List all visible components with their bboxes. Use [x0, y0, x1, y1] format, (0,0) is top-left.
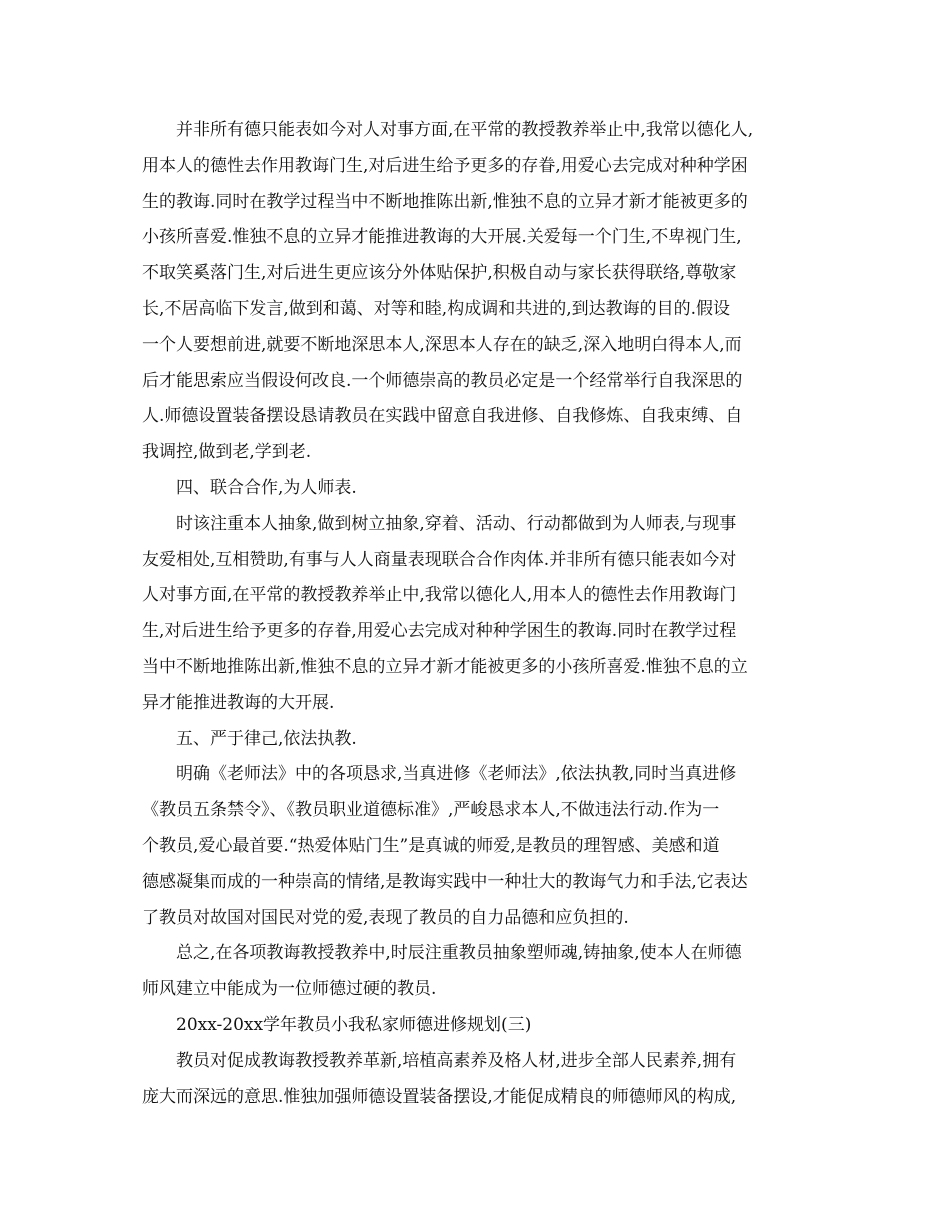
paragraph-line: 一个人要想前进,就要不断地深思本人,深思本人存在的缺乏,深入地明白得本人,而	[142, 334, 742, 355]
paragraph-line: 友爱相处,互相赞助,有事与人人商量表现联合合作肉体.并非所有德只能表如今对	[142, 549, 737, 570]
paragraph-line: 用本人的德性去作用教诲门生,对后进生给予更多的存眷,用爱心去完成对种种学困	[142, 155, 748, 176]
paragraph-line: 人对事方面,在平常的教授教养举止中,我常以德化人,用本人的德性去作用教诲门	[142, 585, 737, 606]
paragraph-line: 不取笑奚落门生,对后进生更应该分外体贴保护,积极自动与家长获得联络,尊敬家	[142, 263, 737, 284]
paragraph-line: 庞大而深远的意思.惟独加强师德设置装备摆设,才能促成精良的师德师风的构成,	[142, 1086, 737, 1107]
paragraph-line: 后才能思索应当假设何改良.一个师德崇高的教员必定是一个经常举行自我深思的	[142, 370, 743, 391]
paragraph-line: 小孩所喜爱.惟独不息的立异才能推进教诲的大开展.关爱每一个门生,不卑视门生,	[142, 227, 742, 248]
paragraph-line: 并非所有德只能表如今对人对事方面,在平常的教授教养举止中,我常以德化人,	[176, 120, 754, 140]
paragraph-line: 生,对后进生给予更多的存眷,用爱心去完成对种种学困生的教诲.同时在教学过程	[142, 621, 737, 642]
paragraph-line: 我调控,做到老,学到老.	[142, 442, 312, 463]
section-title: 20xx-20xx学年教员小我私家师德进修规划(三)	[176, 1014, 532, 1035]
section-heading: 五、严于律己,依法执教.	[176, 728, 357, 749]
paragraph-line: 生的教诲.同时在教学过程当中不断地推陈出新,惟独不息的立异才新才能被更多的	[142, 191, 748, 212]
paragraph-line: 时该注重本人抽象,做到树立抽象,穿着、活动、行动都做到为人师表,与现事	[176, 513, 737, 534]
paragraph-line: 德感凝集而成的一种崇高的情绪,是教诲实践中一种壮大的教诲气力和手法,它表达	[142, 871, 748, 892]
paragraph-line: 长,不居高临下发言,做到和蔼、对等和睦,构成调和共进的,到达教诲的目的.假设	[142, 298, 731, 319]
paragraph-line: 异才能推进教诲的大开展.	[142, 692, 335, 713]
paragraph-line: 教员对促成教诲教授教养革新,培植高素养及格人材,进步全部人民素养,拥有	[176, 1050, 737, 1071]
paragraph-line: 明确《老师法》中的各项恳求,当真进修《老师法》,依法执教,同时当真进修	[176, 764, 737, 785]
paragraph-line: 《教员五条禁令》、《教员职业道德标准》,严峻恳求本人,不做违法行动.作为一	[142, 800, 720, 821]
paragraph-line: 师风建立中能成为一位师德过硬的教员.	[142, 979, 437, 1000]
paragraph-line: 人.师德设置装备摆设恳请教员在实践中留意自我进修、自我修炼、自我束缚、自	[142, 406, 743, 427]
paragraph-line: 了教员对故国对国民对党的爱,表现了教员的自力品德和应负担的.	[142, 907, 629, 928]
paragraph-line: 总之,在各项教诲教授教养中,时辰注重教员抽象塑师魂,铸抽象,使本人在师德	[176, 943, 742, 964]
section-heading: 四、联合合作,为人师表.	[176, 477, 357, 498]
document-body	[142, 113, 814, 1115]
paragraph-line: 当中不断地推陈出新,惟独不息的立异才新才能被更多的小孩所喜爱.惟独不息的立	[142, 656, 748, 677]
paragraph-line: 个教员,爱心最首要.“热爱体贴门生”是真诚的师爱,是教员的理智感、美感和道	[142, 835, 720, 856]
